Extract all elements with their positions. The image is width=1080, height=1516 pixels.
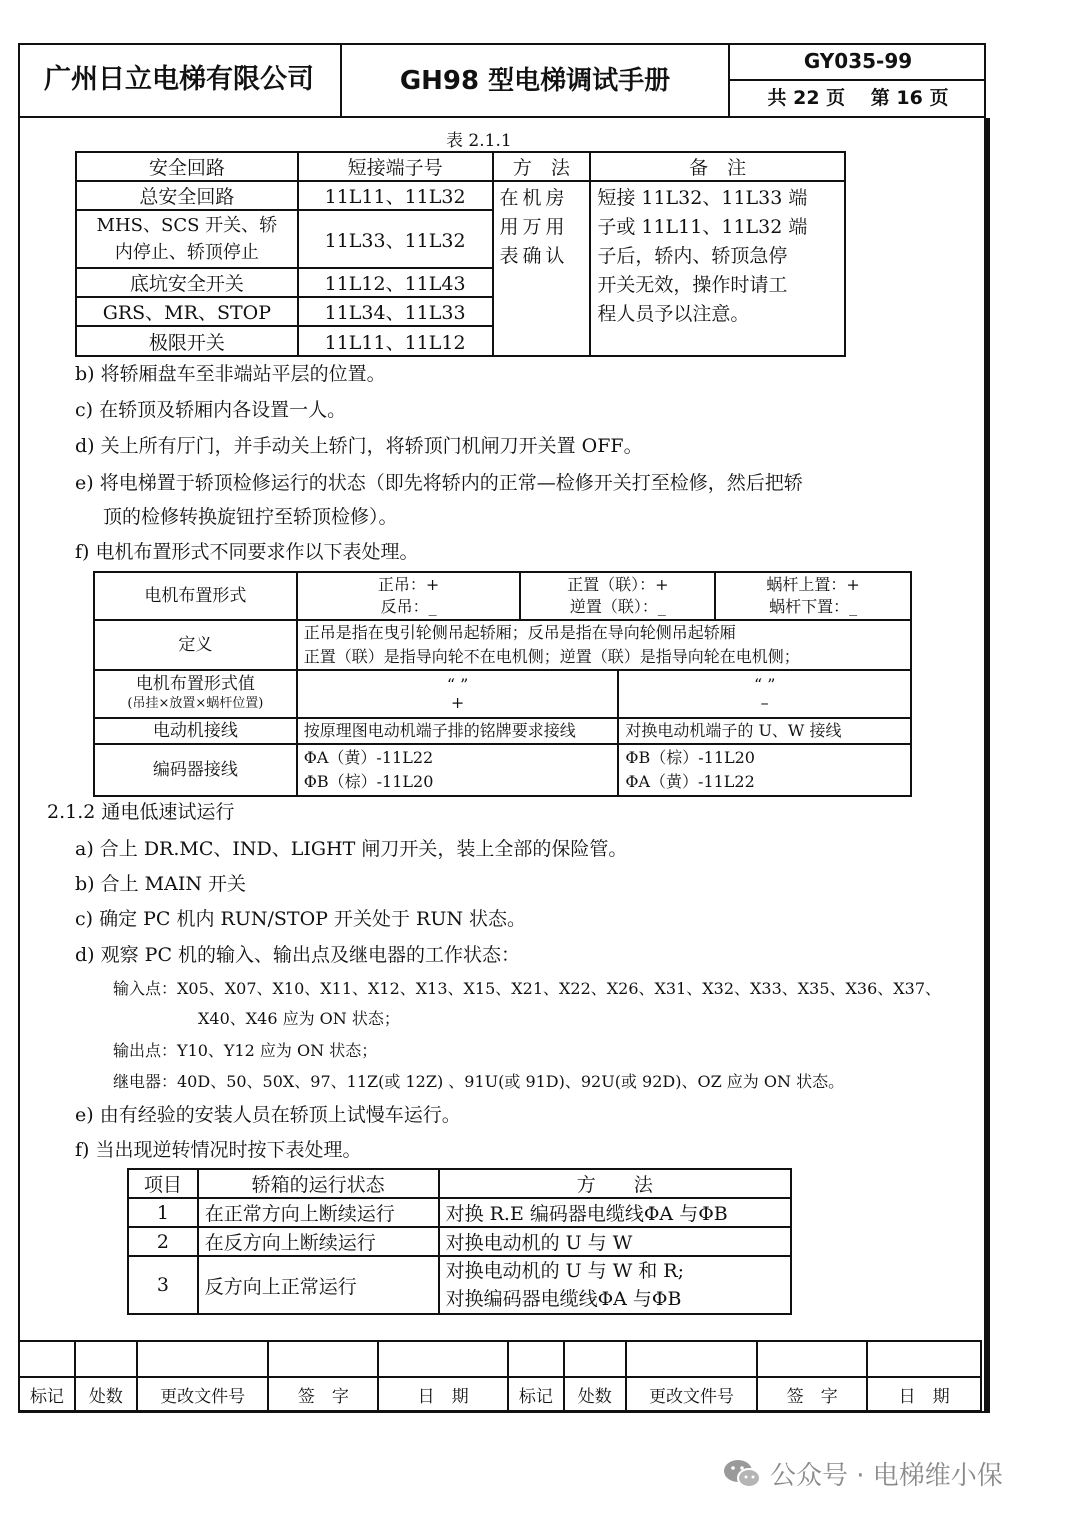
t3-row1-method: 对换 R.E 编码器电缆线ΦA 与ΦB: [439, 1198, 791, 1227]
t3-header-method: 方 法: [439, 1169, 791, 1198]
rev-blank-6: [508, 1341, 564, 1377]
t1-header-terminal: 短接端子号: [298, 152, 493, 181]
section-heading: 2.1.2 通电低速试运行: [47, 801, 235, 823]
t3-row2-item: 2: [128, 1227, 198, 1256]
motor-arrangement-table: [93, 571, 912, 797]
rev-blank-2: [75, 1341, 137, 1377]
safety-circuit-table: [75, 151, 846, 357]
rev-label-date: 日 期: [378, 1377, 508, 1411]
watermark-text: 公众号 · 电梯维小保: [770, 1461, 1003, 1491]
company-name: 广州日立电梯有限公司: [18, 43, 342, 116]
t1-row2-circuit: MHS、SCS 开关、轿 内停止、轿顶停止: [76, 210, 298, 268]
t2-value-plus: “ ” +: [297, 670, 619, 718]
t1-row4-terminal: 11L34、11L33: [298, 297, 493, 326]
t2-encoder-wiring-minus: ΦB（棕）-11L20 ΦA（黄）-11L22: [618, 744, 911, 796]
rev-label-sign: 签 字: [268, 1377, 378, 1411]
rev-blank-5: [378, 1341, 508, 1377]
t1-row3-terminal: 11L12、11L43: [298, 268, 493, 297]
page-count: 共 22 页 第 16 页: [767, 87, 949, 109]
step2-c: c) 确定 PC 机内 RUN/STOP 开关处于 RUN 状态。: [75, 908, 526, 930]
step2-b: b) 合上 MAIN 开关: [75, 873, 247, 895]
t2-placement-values: 正置（联）：+ 逆置（联）：_: [520, 572, 715, 620]
t3-row3-state: 反方向上正常运行: [198, 1256, 439, 1314]
step2-d: d) 观察 PC 机的输入、输出点及继电器的工作状态：: [75, 944, 521, 966]
rev-label-docno-2: 更改文件号: [626, 1377, 758, 1411]
rev-blank-7: [564, 1341, 626, 1377]
t1-row1-terminal: 11L11、11L32: [298, 181, 493, 210]
step-c: c) 在轿顶及轿厢内各设置一人。: [75, 399, 347, 421]
step2-f: f) 当出现逆转情况时按下表处理。: [75, 1139, 362, 1161]
frame-right-edge: [986, 118, 990, 1413]
t2-encoder-wiring-label: 编码器接线: [94, 744, 297, 796]
revision-footer: [18, 1340, 982, 1412]
t3-header-state: 轿箱的运行状态: [198, 1169, 439, 1198]
t3-row1-item: 1: [128, 1198, 198, 1227]
t2-hanging-values: 正吊：+ 反吊：_: [297, 572, 521, 620]
step-e-cont: 顶的检修转换旋钮拧至轿顶检修）。: [103, 506, 398, 528]
io-input-line1: 输入点：X05、X07、X10、X11、X12、X13、X15、X21、X22、X26、X31、X32、X33、X35、X36、X37、: [113, 979, 942, 998]
rev-label-docno: 更改文件号: [137, 1377, 269, 1411]
io-output-line: 输出点：Y10、Y12 应为 ON 状态；: [113, 1041, 378, 1060]
t2-arrangement-label: 电机布置形式: [94, 572, 297, 620]
rev-blank-4: [268, 1341, 378, 1377]
t1-header-circuit: 安全回路: [76, 152, 298, 181]
io-input-line2: X40、X46 应为 ON 状态；: [198, 1009, 400, 1028]
t2-encoder-wiring-plus: ΦA（黄）-11L22 ΦB（棕）-11L20: [297, 744, 619, 796]
step2-e: e) 由有经验的安装人员在轿顶上试慢车运行。: [75, 1104, 461, 1126]
t1-note: 短接 11L32、11L33 端 子或 11L11、11L32 端 子后，轿内、轿顶急停 开关无效，操作时请工 程人员予以注意。: [590, 181, 845, 356]
rev-blank-3: [137, 1341, 269, 1377]
rev-label-count: 处数: [75, 1377, 137, 1411]
rev-blank-1: [19, 1341, 75, 1377]
step2-a: a) 合上 DR.MC、IND、LIGHT 闸刀开关，装上全部的保险管。: [75, 838, 628, 860]
page-header: [18, 43, 986, 118]
t1-row1-circuit: 总安全回路: [76, 181, 298, 210]
rev-blank-10: [867, 1341, 981, 1377]
io-relay-line: 继电器：40D、50、50X、97、11Z(或 12Z) 、91U(或 91D)、92U(或 92D)、OZ 应为 ON 状态。: [113, 1072, 845, 1091]
rev-blank-8: [626, 1341, 758, 1377]
t2-value-label-cell: [94, 670, 297, 718]
t1-row4-circuit: GRS、MR、STOP: [76, 297, 298, 326]
rev-label-mark: 标记: [19, 1377, 75, 1411]
t1-row5-terminal: 11L11、11L12: [298, 326, 493, 356]
t2-motor-wiring-label: 电动机接线: [94, 718, 297, 744]
t1-row5-circuit: 极限开关: [76, 326, 298, 356]
t3-row2-state: 在反方向上断续运行: [198, 1227, 439, 1256]
rev-label-mark-2: 标记: [508, 1377, 564, 1411]
manual-title: GH98 型电梯调试手册: [342, 43, 730, 116]
t3-row3-method: 对换电动机的 U 与 W 和 R; 对换编码器电缆线ΦA 与ΦB: [439, 1256, 791, 1314]
t2-value-label: 电机布置形式值: [135, 674, 255, 694]
t3-row3-item: 3: [128, 1256, 198, 1314]
step-b: b) 将轿厢盘车至非端站平层的位置。: [75, 363, 386, 385]
t2-value-minus: “ ” –: [618, 670, 911, 718]
doc-code: GY035-99: [730, 43, 986, 81]
t2-motor-wiring-plus: 按原理图电动机端子排的铭牌要求接线: [297, 718, 619, 744]
watermark: [722, 1455, 1003, 1492]
step-d: d) 关上所有厅门，并手动关上轿门，将轿顶门机闸刀开关置 OFF。: [75, 435, 643, 457]
t1-method: 在机房 用万用 表确认: [493, 181, 591, 356]
t1-row3-circuit: 底坑安全开关: [76, 268, 298, 297]
t1-header-note: 备 注: [590, 152, 845, 181]
rev-label-date-2: 日 期: [867, 1377, 981, 1411]
t2-definition-text: 正吊是指在曳引轮侧吊起轿厢；反吊是指在导向轮侧吊起轿厢 正置（联）是指导向轮不在电机侧；逆置（联）是指导向轮在电机侧；: [297, 620, 911, 670]
t2-worm-values: 蜗杆上置：+ 蜗杆下置：_: [715, 572, 911, 620]
t1-row2-terminal: 11L33、11L32: [298, 210, 493, 268]
step-f: f) 电机布置形式不同要求作以下表处理。: [75, 541, 419, 563]
t2-definition-label: 定义: [94, 620, 297, 670]
step-e: e) 将电梯置于轿顶检修运行的状态（即先将轿内的正常—检修开关打至检修，然后把轿: [75, 472, 803, 494]
t1-header-method: 方 法: [493, 152, 591, 181]
wechat-icon: [722, 1457, 762, 1491]
t3-row1-state: 在正常方向上断续运行: [198, 1198, 439, 1227]
rev-label-count-2: 处数: [564, 1377, 626, 1411]
t2-motor-wiring-minus: 对换电动机端子的 U、W 接线: [618, 718, 911, 744]
t2-value-sub: (吊挂×放置×蜗杆位置): [127, 696, 264, 711]
rev-blank-9: [757, 1341, 867, 1377]
table1-caption: 表 2.1.1: [446, 131, 512, 151]
t3-header-item: 项目: [128, 1169, 198, 1198]
t3-row2-method: 对换电动机的 U 与 W: [439, 1227, 791, 1256]
reverse-running-table: [127, 1168, 792, 1315]
rev-label-sign-2: 签 字: [757, 1377, 867, 1411]
